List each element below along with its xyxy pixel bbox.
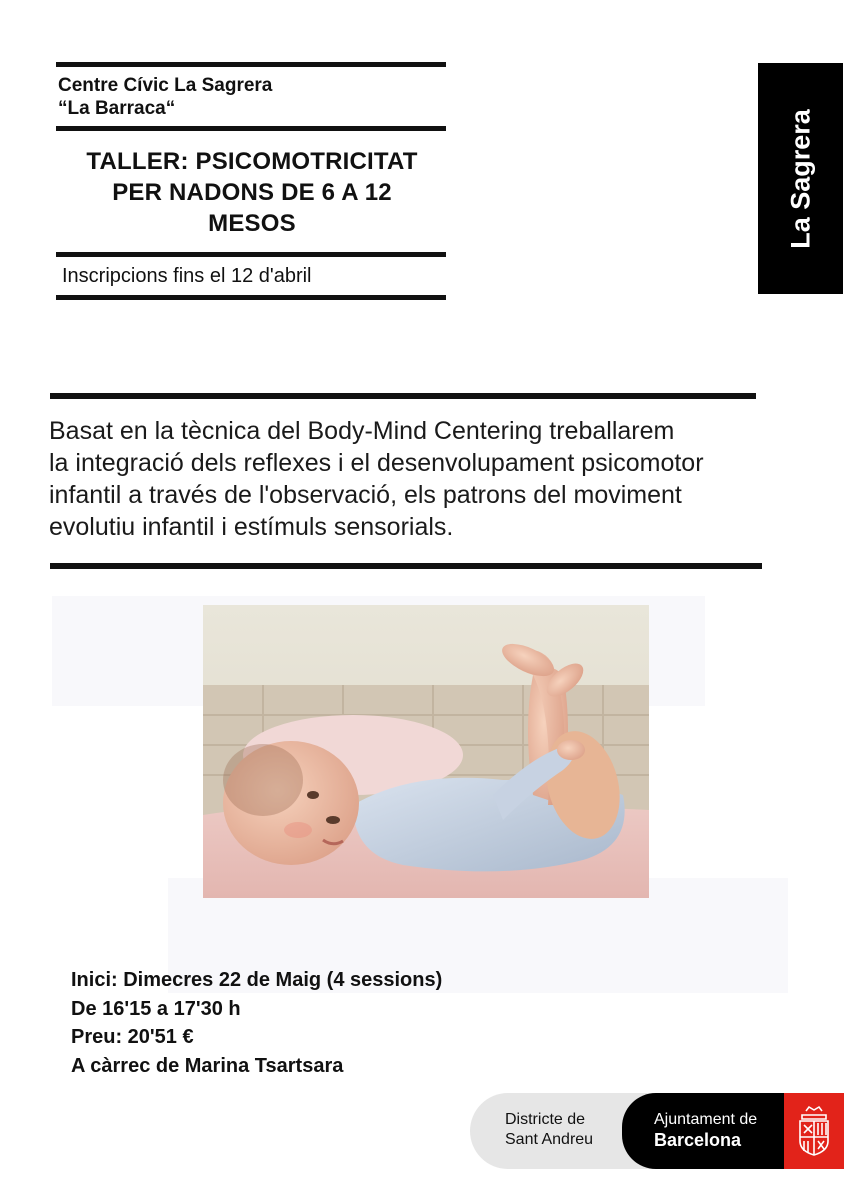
start-date: Inici: Dimecres 22 de Maig (4 sessions): [71, 969, 443, 991]
city-line-2: Barcelona: [654, 1130, 742, 1150]
header-rule-bottom: [56, 295, 446, 300]
description-line-2: la integració dels reflexes i el desenvolupament psicomotor: [49, 449, 704, 477]
venue-line-2: “La Barraca“: [58, 98, 176, 119]
workshop-title: [52, 146, 452, 239]
district-name: [505, 1110, 593, 1150]
header-rule-2: [56, 126, 446, 131]
title-line-3: MESOS: [208, 210, 296, 237]
venue-line-1: Centre Cívic La Sagrera: [58, 75, 273, 96]
city-line-1: Ajuntament de: [654, 1111, 758, 1128]
registration-deadline: Inscripcions fins el 12 d'abril: [62, 265, 312, 287]
title-line-1: TALLER: PSICOMOTRICITAT: [86, 148, 418, 175]
neighbourhood-label: La Sagrera: [785, 108, 815, 249]
session-details: [71, 966, 442, 1080]
baby-photo: [203, 605, 649, 898]
barcelona-crest-icon: [784, 1093, 844, 1169]
description-line-1: Basat en la tècnica del Body-Mind Centering treballarem: [49, 417, 675, 445]
description: [49, 415, 799, 543]
description-line-3: infantil a través de l'observació, els patrons del moviment: [49, 481, 682, 509]
title-line-2: PER NADONS DE 6 A 12: [112, 179, 392, 206]
city-name: [654, 1110, 757, 1150]
description-rule-top: [50, 393, 756, 399]
description-line-4: evolutiu infantil i estímuls sensorials.: [49, 513, 454, 541]
venue-name: [58, 74, 272, 120]
price: Preu: 20'51 €: [71, 1026, 194, 1048]
instructor: A càrrec de Marina Tsartsara: [71, 1054, 344, 1077]
header-rule-top: [56, 62, 446, 67]
neighbourhood-tab: [758, 63, 843, 294]
district-line-1: Districte de: [505, 1111, 586, 1128]
header-rule-3: [56, 252, 446, 257]
schedule-time: De 16'15 a 17'30 h: [71, 997, 241, 1020]
district-line-2: Sant Andreu: [505, 1131, 594, 1148]
description-rule-bottom: [50, 563, 762, 569]
